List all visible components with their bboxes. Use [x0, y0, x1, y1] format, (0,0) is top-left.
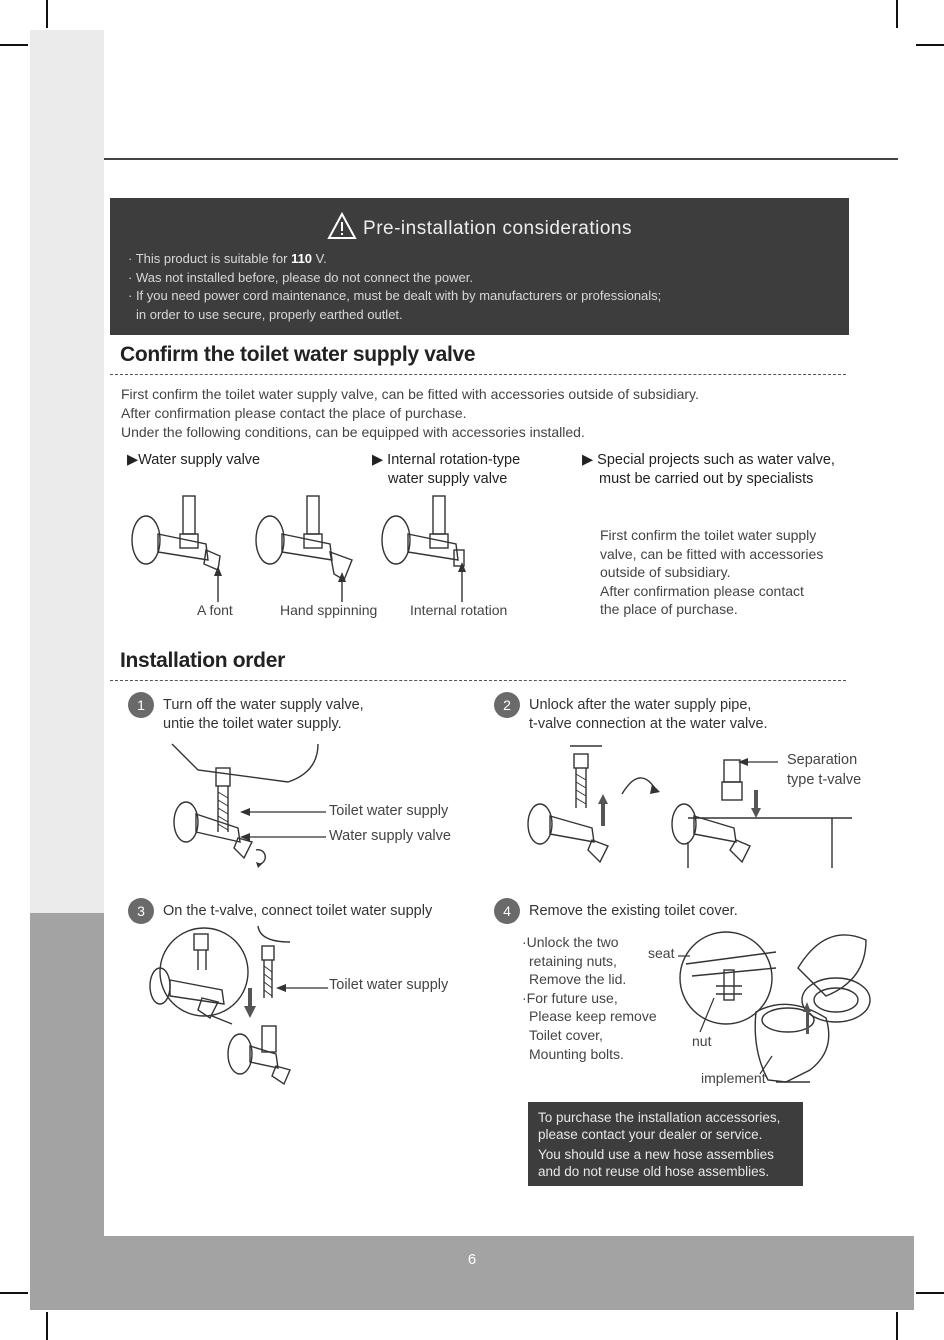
column-heading-water-supply-valve — [127, 451, 260, 470]
crop-mark — [896, 1312, 898, 1340]
header-rule — [104, 158, 898, 160]
column-heading-special-projects — [582, 451, 835, 489]
note-box-line: please contact your dealer or service. — [538, 1127, 763, 1142]
warning-triangle-icon — [327, 212, 357, 246]
intro-line: First confirm the toilet water supply valve, can be fitted with accessories outside of subsidiary. — [121, 386, 699, 402]
step-4-label-nut: nut — [692, 1033, 712, 1049]
column-heading-line: ▶Water supply valve — [127, 452, 261, 468]
side-note-line: valve, can be fitted with accessories — [600, 545, 824, 562]
step-4-text: Remove the existing toilet cover. — [529, 903, 738, 919]
crop-mark — [46, 0, 48, 28]
warning-voltage: 110 — [291, 251, 313, 266]
intro-line: Under the following conditions, can be equipped with accessories installed. — [121, 424, 585, 440]
warning-line-4: in order to use secure, properly earthed outlet. — [136, 306, 403, 322]
step-2-line: t-valve connection at the water valve. — [529, 716, 768, 732]
crop-mark — [0, 1292, 28, 1294]
step-4-label-implement: implement — [701, 1070, 766, 1086]
step-3-callout-line — [276, 982, 330, 994]
step-2-callout-type-t-valve: type t-valve — [787, 772, 862, 788]
side-note-line: After confirmation please contact — [600, 582, 804, 599]
side-note — [600, 526, 850, 619]
column-heading-line: water supply valve — [388, 471, 508, 487]
valve-illustration-internal-rotation — [378, 494, 478, 604]
step-4-note-line: Please keep remove — [529, 1008, 657, 1025]
warning-title — [110, 212, 849, 246]
warning-line-2: · Was not installed before, please do not connect the power. — [128, 269, 473, 285]
accessories-note-box — [528, 1102, 803, 1186]
install-section-title: Installation order — [120, 649, 285, 672]
valve-illustration-hand-spinning — [252, 494, 362, 604]
step-4-illustration — [676, 920, 876, 1088]
step-3-illustration — [140, 924, 330, 1088]
step-4-note-line: Remove the lid. — [529, 971, 627, 988]
confirm-section-title: Confirm the toilet water supply valve — [120, 343, 476, 366]
step-4-note-line: Toilet cover, — [529, 1026, 603, 1043]
warning-line-1 — [128, 250, 661, 269]
note-box-line: and do not reuse old hose assemblies. — [538, 1164, 770, 1179]
column-heading-internal-rotation — [372, 451, 520, 489]
crop-mark — [916, 1292, 944, 1294]
section-divider — [110, 680, 846, 681]
step-1-callout-lines — [240, 806, 330, 842]
warning-lines — [128, 250, 661, 324]
step-4-note-line: ·For future use, — [522, 989, 618, 1006]
warning-box — [110, 198, 849, 335]
step-4-note-line: Mounting bolts. — [529, 1045, 624, 1062]
page-number: 6 — [467, 1251, 477, 1268]
step-2-text — [529, 696, 768, 734]
warning-title-text: Pre-installation considerations — [363, 218, 632, 240]
crop-mark — [916, 44, 944, 46]
step-3-text: On the t-valve, connect toilet water supply — [163, 903, 433, 919]
side-note-line: First confirm the toilet water supply — [600, 527, 817, 543]
step-1-line: Turn off the water supply valve, — [163, 697, 364, 713]
confirm-intro — [121, 385, 699, 442]
valve-caption-internal-rotation: Internal rotation — [410, 602, 508, 618]
warning-line-3: · If you need power cord maintenance, must be dealt with by manufacturers or professionals; — [128, 288, 662, 303]
warning-line-1-prefix: · This product is suitable for — [128, 251, 292, 266]
valve-caption-a-font: A font — [197, 602, 233, 618]
side-note-line: the place of purchase. — [600, 601, 738, 617]
step-4-notes — [522, 933, 657, 1063]
crop-mark — [0, 44, 28, 46]
step-1-text — [163, 696, 364, 734]
step-4-badge: 4 — [494, 898, 520, 924]
note-box-line: You should use a new hose assemblies — [538, 1147, 774, 1162]
step-4-note-line: ·Unlock the two — [522, 934, 619, 950]
valve-illustration-a-font — [128, 494, 228, 604]
column-heading-line: ▶ Internal rotation-type — [372, 452, 521, 468]
step-1-line: untie the toilet water supply. — [163, 716, 342, 732]
step-2-line: Unlock after the water supply pipe, — [529, 697, 752, 713]
intro-line: After confirmation please contact the place of purchase. — [121, 405, 467, 421]
step-2-callout-separation: Separation — [787, 752, 858, 768]
crop-mark — [896, 0, 898, 28]
step-1-callout-toilet-water-supply: Toilet water supply — [329, 803, 449, 819]
step-4-label-seat: seat — [648, 945, 675, 961]
step-1-callout-water-supply-valve: Water supply valve — [329, 828, 451, 844]
step-1-badge: 1 — [128, 692, 154, 718]
column-heading-line: must be carried out by specialists — [599, 471, 814, 487]
section-divider — [110, 374, 846, 375]
step-2-badge: 2 — [494, 692, 520, 718]
step-3-callout-toilet-water-supply: Toilet water supply — [329, 977, 449, 993]
footer-band — [104, 1236, 914, 1310]
sidebar-strip-light — [30, 30, 104, 913]
valve-caption-hand-spinning: Hand sppinning — [280, 602, 378, 618]
column-heading-line: ▶ Special projects such as water valve, — [582, 452, 835, 468]
note-box-line: To purchase the installation accessories, — [538, 1110, 781, 1125]
side-note-line: outside of subsidiary. — [600, 564, 731, 580]
step-3-badge: 3 — [128, 898, 154, 924]
warning-line-1-suffix: V. — [312, 251, 327, 266]
crop-mark — [46, 1312, 48, 1340]
step-4-note-line: retaining nuts, — [529, 952, 617, 969]
